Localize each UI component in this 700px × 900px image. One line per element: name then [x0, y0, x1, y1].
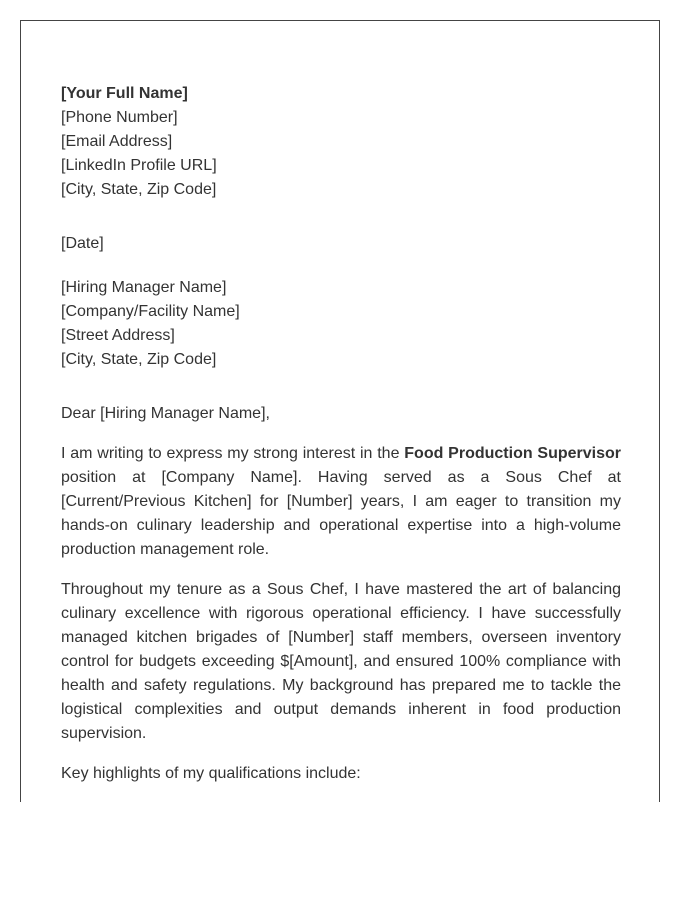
recipient-company: [Company/Facility Name] [61, 303, 240, 320]
salutation: Dear [Hiring Manager Name], [61, 405, 270, 422]
sender-linkedin: [LinkedIn Profile URL] [61, 157, 217, 174]
date-block [61, 232, 621, 256]
recipient-street: [Street Address] [61, 327, 175, 344]
sender-block [61, 82, 621, 202]
sender-name: [Your Full Name] [61, 85, 188, 102]
letter-page [20, 20, 660, 802]
sender-phone: [Phone Number] [61, 109, 178, 126]
recipient-city-state-zip: [City, State, Zip Code] [61, 351, 217, 368]
paragraph-highlights-intro: Key highlights of my qualifications include: [61, 765, 361, 782]
paragraph-intro [61, 442, 621, 562]
sender-email: [Email Address] [61, 133, 173, 150]
paragraph-intro-start: I am writing to express my strong interest in the [61, 445, 405, 462]
paragraph-intro-end: position at [Company Name]. Having served as a Sous Chef at [Current/Previous Kitchen] for [Number] years, I am eager to transition my hands-on culinary leadership and operational expertise into a high-volume production management role. [61, 469, 621, 558]
recipient-manager-name: [Hiring Manager Name] [61, 279, 227, 296]
sender-city-state-zip: [City, State, Zip Code] [61, 181, 217, 198]
recipient-block [61, 276, 621, 372]
job-title-highlight: Food Production Supervisor [404, 445, 622, 462]
letter-date: [Date] [61, 235, 104, 252]
letter-content [61, 82, 621, 786]
paragraph-experience: Throughout my tenure as a Sous Chef, I have mastered the art of balancing culinary excellence with rigorous operational efficiency. I have successfully managed kitchen brigades of [Number] staff members, overseen inventory control for budgets exceeding $[Amount], and ensured 100% compliance with health and safety regulations. My background has prepared me to tackle the logistical complexities and output demands inherent in food production supervision. [61, 581, 621, 742]
